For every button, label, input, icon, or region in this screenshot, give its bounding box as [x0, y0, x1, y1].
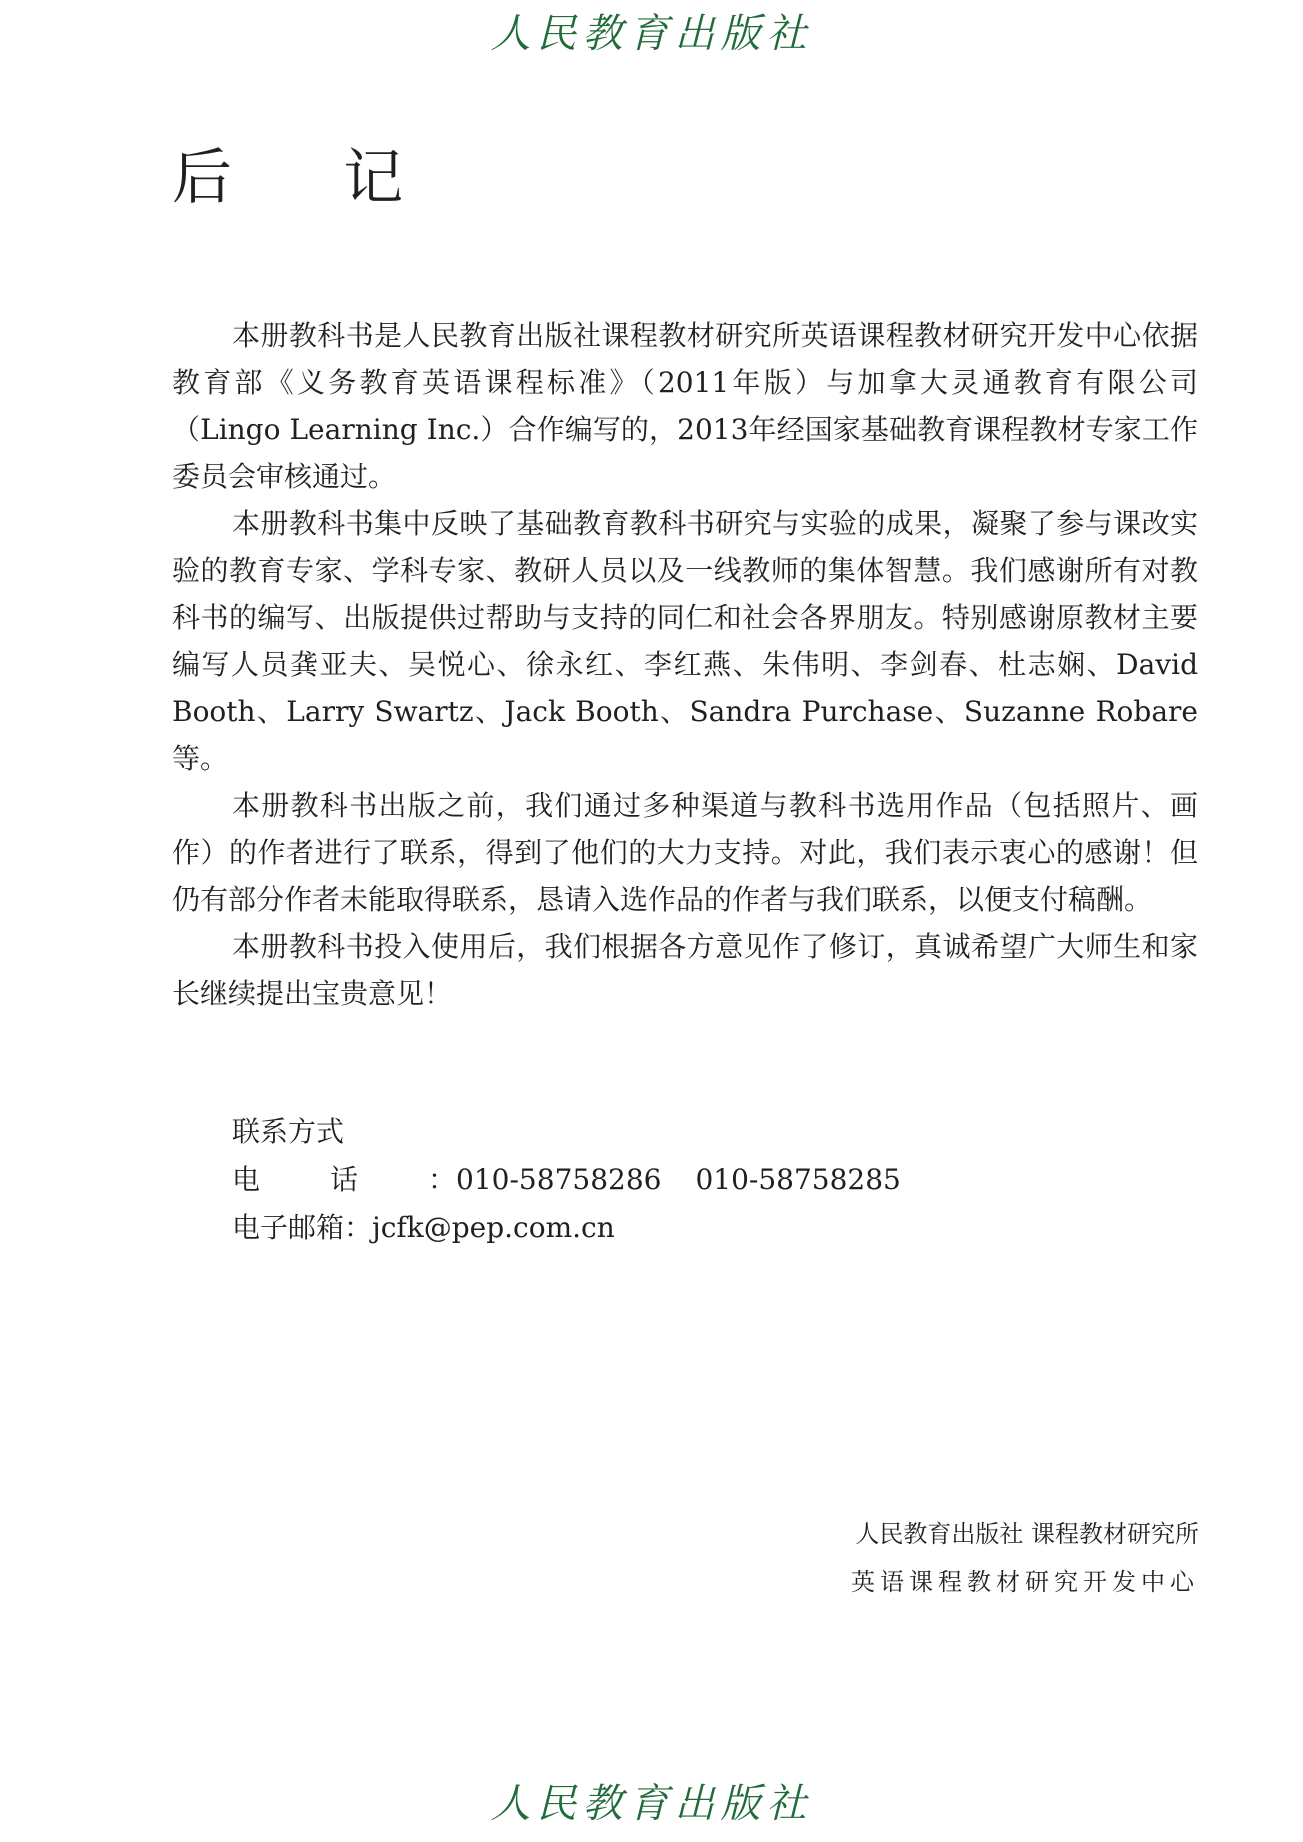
afterword-body [172, 312, 1198, 1017]
paragraph-3: 本册教科书出版之前，我们通过多种渠道与教科书选用作品（包括照片、画作）的作者进行了联系，得到了他们的大力支持。对此，我们表示衷心的感谢！但仍有部分作者未能取得联系，恳请入选作品的作者与我们联系，以便支付稿酬。 [172, 789, 1198, 916]
page-title: 后 记 [172, 143, 450, 213]
contact-phone-row [232, 1156, 901, 1204]
paragraph-4: 本册教科书投入使用后，我们根据各方意见作了修订，真诚希望广大师生和家长继续提出宝贵意见！ [172, 930, 1198, 1010]
contact-heading: 联系方式 [232, 1115, 345, 1148]
phone-label: 电话 [232, 1163, 429, 1196]
publisher-logo-bottom: 人民教育出版社 [490, 1781, 813, 1827]
email-address: jcfk@pep.com.cn [372, 1211, 615, 1244]
signature-line-1: 人民教育出版社 课程教材研究所 [855, 1520, 1199, 1548]
signature-line-2: 英语课程教材研究开发中心 [851, 1568, 1199, 1596]
phone-number-2: 010-58758285 [695, 1163, 901, 1196]
paragraph-2: 本册教科书集中反映了基础教育教科书研究与实验的成果，凝聚了参与课改实验的教育专家、学科专家、教研人员以及一线教师的集体智慧。我们感谢所有对教科书的编写、出版提供过帮助与支持的同仁和社会各界朋友。特别感谢原教材主要编写人员龚亚夫、吴悦心、徐永红、李红燕、朱伟明、李剑春、杜志娴、David Booth、Larry Swartz、Jack Booth、Sandra Purchase、Suzanne Robare 等。 [172, 507, 1198, 775]
phone-colon: ： [428, 1163, 457, 1196]
signature-block [851, 1510, 1199, 1606]
email-colon: ： [344, 1211, 373, 1244]
publisher-logo-top: 人民教育出版社 [490, 11, 813, 57]
phone-number-1: 010-58758286 [456, 1163, 662, 1196]
contact-info [232, 1108, 901, 1252]
email-label: 电子邮箱 [232, 1211, 345, 1244]
paragraph-1: 本册教科书是人民教育出版社课程教材研究所英语课程教材研究开发中心依据教育部《义务教育英语课程标准》（2011年版）与加拿大灵通教育有限公司（Lingo Learning Inc.）合作编写的，2013年经国家基础教育课程教材专家工作委员会审核通过。 [172, 319, 1198, 493]
contact-email-row [232, 1204, 901, 1252]
